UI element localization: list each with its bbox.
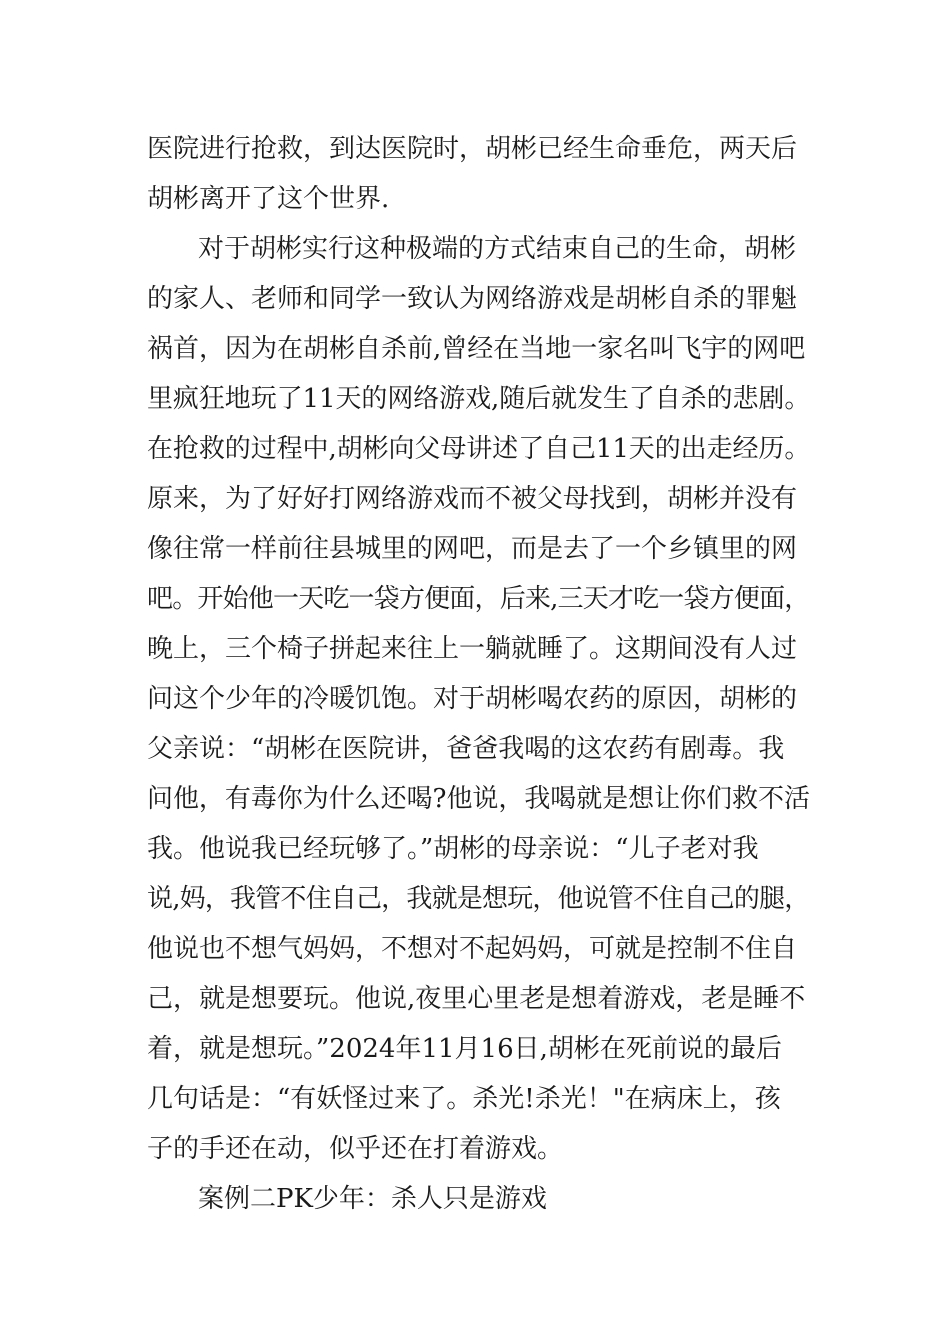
paragraph-start-line: 对于胡彬实行这种极端的方式结束自己的生命，胡彬 [198, 234, 797, 264]
text-line: 问他，有毒你为什么还喝?他说，我喝就是想让你们救不活 [147, 784, 810, 814]
text-line: 在抢救的过程中,胡彬向父母讲述了自己11天的出走经历。 [147, 434, 811, 464]
text-line: 原来，为了好好打网络游戏而不被父母找到，胡彬并没有 [147, 484, 798, 514]
text-line: 晚上，三个椅子拼起来往上一躺就睡了。这期间没有人过 [147, 634, 798, 664]
text-line: 几句话是：“有妖怪过来了。杀光!杀光！"在病床上，孩 [147, 1084, 781, 1114]
text-line: 祸首，因为在胡彬自杀前,曾经在当地一家名叫飞宇的网吧 [147, 334, 806, 364]
text-line: 胡彬离开了这个世界. [147, 184, 390, 214]
text-line: 说,妈，我管不住自己，我就是想玩，他说管不住自己的腿， [147, 884, 810, 914]
text-line: 里疯狂地玩了11天的网络游戏,随后就发生了自杀的悲剧。 [147, 384, 811, 414]
text-line: 他说也不想气妈妈，不想对不起妈妈，可就是控制不住自 [147, 934, 798, 964]
text-line: 己，就是想要玩。他说,夜里心里老是想着游戏，老是睡不 [147, 984, 806, 1014]
text-line: 的家人、老师和同学一致认为网络游戏是胡彬自杀的罪魁 [147, 284, 798, 314]
text-line: 问这个少年的冷暖饥饱。对于胡彬喝农药的原因，胡彬的 [147, 684, 798, 714]
text-line: 我。他说我已经玩够了。”胡彬的母亲说：“儿子老对我 [147, 834, 759, 864]
text-line: 子的手还在动，似乎还在打着游戏。 [147, 1134, 564, 1164]
text-line: 医院进行抢救，到达医院时，胡彬已经生命垂危，两天后 [147, 134, 798, 164]
text-line: 父亲说：“胡彬在医院讲，爸爸我喝的这农药有剧毒。我 [147, 734, 785, 764]
text-line: 吧。开始他一天吃一袋方便面，后来,三天才吃一袋方便面， [147, 584, 810, 614]
text-line: 着，就是想玩。”2024年11月16日,胡彬在死前说的最后 [147, 1034, 782, 1064]
text-line: 像往常一样前往县城里的网吧，而是去了一个乡镇里的网 [147, 534, 798, 564]
case-heading: 案例二PK少年：杀人只是游戏 [198, 1184, 547, 1214]
